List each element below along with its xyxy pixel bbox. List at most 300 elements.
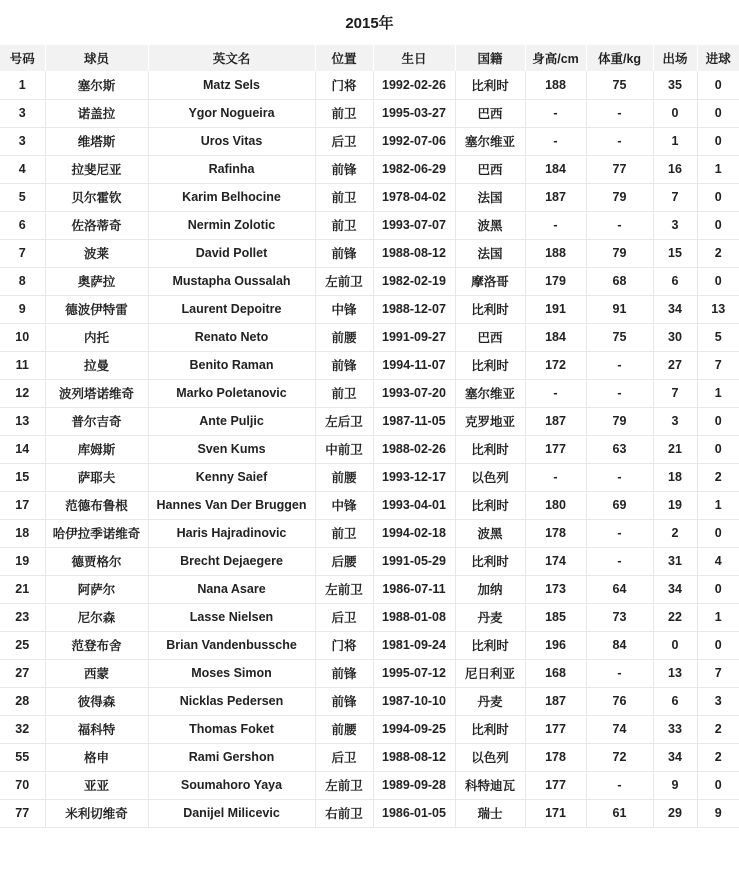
table-cell: 克罗地亚 — [455, 407, 525, 435]
table-cell: 前卫 — [315, 99, 373, 127]
table-cell: 奥萨拉 — [45, 267, 148, 295]
table-cell: 9 — [697, 799, 739, 827]
table-cell: 178 — [525, 519, 586, 547]
table-cell: 拉斐尼亚 — [45, 155, 148, 183]
table-row — [0, 183, 739, 211]
column-header-9: 进球 — [697, 45, 739, 71]
table-cell: 3 — [0, 99, 45, 127]
table-cell: 188 — [525, 71, 586, 99]
column-header-8: 出场 — [653, 45, 697, 71]
table-cell: 摩洛哥 — [455, 267, 525, 295]
table-cell: 中锋 — [315, 295, 373, 323]
table-cell: 14 — [0, 435, 45, 463]
table-cell: Brecht Dejaegere — [148, 547, 315, 575]
table-cell: 中前卫 — [315, 435, 373, 463]
table-cell: 5 — [0, 183, 45, 211]
table-cell: 79 — [586, 407, 653, 435]
table-cell: 17 — [0, 491, 45, 519]
table-cell: 1981-09-24 — [373, 631, 455, 659]
table-cell: 177 — [525, 715, 586, 743]
table-cell: 27 — [653, 351, 697, 379]
table-cell: 1 — [697, 491, 739, 519]
table-cell: 1987-11-05 — [373, 407, 455, 435]
table-cell: 阿萨尔 — [45, 575, 148, 603]
table-row — [0, 71, 739, 99]
table-row — [0, 519, 739, 547]
table-cell: - — [586, 659, 653, 687]
table-cell: 28 — [0, 687, 45, 715]
table-cell: 31 — [653, 547, 697, 575]
table-cell: 9 — [0, 295, 45, 323]
table-cell: 33 — [653, 715, 697, 743]
table-cell: 9 — [653, 771, 697, 799]
column-header-6: 身高/cm — [525, 45, 586, 71]
table-cell: 7 — [0, 239, 45, 267]
table-cell: 8 — [0, 267, 45, 295]
table-cell: 70 — [0, 771, 45, 799]
table-cell: 1994-09-25 — [373, 715, 455, 743]
table-cell: 2 — [697, 743, 739, 771]
table-cell: 1993-12-17 — [373, 463, 455, 491]
table-cell: 1988-12-07 — [373, 295, 455, 323]
table-cell: 拉曼 — [45, 351, 148, 379]
table-cell: 1986-01-05 — [373, 799, 455, 827]
table-cell: 波黑 — [455, 519, 525, 547]
table-cell: 180 — [525, 491, 586, 519]
table-cell: 1992-02-26 — [373, 71, 455, 99]
table-cell: 18 — [653, 463, 697, 491]
table-cell: 174 — [525, 547, 586, 575]
table-cell: 185 — [525, 603, 586, 631]
table-cell: 前卫 — [315, 211, 373, 239]
table-cell: 3 — [0, 127, 45, 155]
table-cell: Ante Puljic — [148, 407, 315, 435]
table-cell: 184 — [525, 323, 586, 351]
table-cell: Marko Poletanovic — [148, 379, 315, 407]
table-cell: 比利时 — [455, 631, 525, 659]
table-cell: 3 — [653, 407, 697, 435]
table-cell: 1988-08-12 — [373, 239, 455, 267]
table-cell: 比利时 — [455, 491, 525, 519]
table-cell: 1995-03-27 — [373, 99, 455, 127]
table-cell: 4 — [0, 155, 45, 183]
player-table — [0, 45, 739, 828]
table-cell: Nana Asare — [148, 575, 315, 603]
table-cell: 巴西 — [455, 323, 525, 351]
table-cell: 诺盖拉 — [45, 99, 148, 127]
table-cell: 1992-07-06 — [373, 127, 455, 155]
table-cell: Rafinha — [148, 155, 315, 183]
table-cell: 0 — [653, 99, 697, 127]
table-cell: 后卫 — [315, 127, 373, 155]
table-cell: 22 — [653, 603, 697, 631]
table-cell: 左前卫 — [315, 575, 373, 603]
table-cell: 1988-01-08 — [373, 603, 455, 631]
table-cell: Uros Vitas — [148, 127, 315, 155]
table-cell: 以色列 — [455, 463, 525, 491]
table-cell: 0 — [697, 519, 739, 547]
table-cell: 塞尔斯 — [45, 71, 148, 99]
table-cell: - — [525, 127, 586, 155]
table-cell: 0 — [697, 127, 739, 155]
table-cell: 1982-02-19 — [373, 267, 455, 295]
table-cell: 0 — [697, 183, 739, 211]
column-header-4: 生日 — [373, 45, 455, 71]
column-header-2: 英文名 — [148, 45, 315, 71]
table-cell: 188 — [525, 239, 586, 267]
table-row — [0, 771, 739, 799]
player-table-body — [0, 71, 739, 827]
table-cell: 13 — [653, 659, 697, 687]
table-cell: 福科特 — [45, 715, 148, 743]
table-cell: 德波伊特雷 — [45, 295, 148, 323]
table-cell: 丹麦 — [455, 687, 525, 715]
table-cell: Ygor Nogueira — [148, 99, 315, 127]
table-cell: 34 — [653, 575, 697, 603]
table-cell: 普尔吉奇 — [45, 407, 148, 435]
table-row — [0, 267, 739, 295]
table-cell: 6 — [0, 211, 45, 239]
table-cell: 171 — [525, 799, 586, 827]
table-cell: 1991-09-27 — [373, 323, 455, 351]
table-cell: 比利时 — [455, 71, 525, 99]
table-cell: Hannes Van Der Bruggen — [148, 491, 315, 519]
table-cell: 后腰 — [315, 547, 373, 575]
table-cell: 2 — [697, 715, 739, 743]
table-cell: 西蒙 — [45, 659, 148, 687]
table-row — [0, 603, 739, 631]
table-cell: 比利时 — [455, 547, 525, 575]
table-cell: 1995-07-12 — [373, 659, 455, 687]
table-cell: 萨耶夫 — [45, 463, 148, 491]
table-cell: 科特迪瓦 — [455, 771, 525, 799]
table-cell: - — [586, 547, 653, 575]
table-cell: David Pollet — [148, 239, 315, 267]
table-cell: 比利时 — [455, 715, 525, 743]
table-cell: - — [525, 379, 586, 407]
table-cell: 16 — [653, 155, 697, 183]
table-cell: 75 — [586, 71, 653, 99]
table-cell: 79 — [586, 183, 653, 211]
table-cell: 177 — [525, 435, 586, 463]
table-row — [0, 155, 739, 183]
table-cell: 196 — [525, 631, 586, 659]
table-cell: 64 — [586, 575, 653, 603]
table-cell: 6 — [653, 687, 697, 715]
table-cell: Nermin Zolotic — [148, 211, 315, 239]
table-cell: 77 — [586, 155, 653, 183]
table-cell: 前锋 — [315, 659, 373, 687]
table-cell: 3 — [697, 687, 739, 715]
table-cell: 5 — [697, 323, 739, 351]
table-cell: 34 — [653, 295, 697, 323]
table-cell: 法国 — [455, 239, 525, 267]
table-row — [0, 295, 739, 323]
table-cell: 7 — [653, 183, 697, 211]
table-cell: 73 — [586, 603, 653, 631]
column-header-3: 位置 — [315, 45, 373, 71]
table-cell: Soumahoro Yaya — [148, 771, 315, 799]
table-row — [0, 127, 739, 155]
table-cell: Rami Gershon — [148, 743, 315, 771]
table-row — [0, 799, 739, 827]
table-cell: 1986-07-11 — [373, 575, 455, 603]
table-cell: 173 — [525, 575, 586, 603]
table-cell: 左前卫 — [315, 267, 373, 295]
page-title: 2015年 — [345, 15, 394, 32]
table-cell: 13 — [0, 407, 45, 435]
table-row — [0, 575, 739, 603]
table-cell: 前腰 — [315, 715, 373, 743]
table-cell: Haris Hajradinovic — [148, 519, 315, 547]
table-cell: 1988-08-12 — [373, 743, 455, 771]
table-cell: 172 — [525, 351, 586, 379]
table-cell: - — [525, 99, 586, 127]
table-cell: 维塔斯 — [45, 127, 148, 155]
table-cell: 2 — [697, 239, 739, 267]
table-cell: 1994-02-18 — [373, 519, 455, 547]
table-cell: 门将 — [315, 631, 373, 659]
table-cell: 0 — [697, 575, 739, 603]
table-cell: 前腰 — [315, 463, 373, 491]
table-cell: 前锋 — [315, 155, 373, 183]
table-cell: 7 — [697, 351, 739, 379]
table-cell: 以色列 — [455, 743, 525, 771]
table-cell: 75 — [586, 323, 653, 351]
table-row — [0, 659, 739, 687]
table-cell: 1 — [697, 155, 739, 183]
table-cell: Moses Simon — [148, 659, 315, 687]
column-header-5: 国籍 — [455, 45, 525, 71]
table-cell: 比利时 — [455, 435, 525, 463]
table-cell: 10 — [0, 323, 45, 351]
table-cell: - — [586, 127, 653, 155]
table-cell: Kenny Saief — [148, 463, 315, 491]
table-cell: 1989-09-28 — [373, 771, 455, 799]
table-cell: - — [586, 211, 653, 239]
table-cell: Lasse Nielsen — [148, 603, 315, 631]
table-cell: 1 — [653, 127, 697, 155]
table-cell: 79 — [586, 239, 653, 267]
table-cell: 29 — [653, 799, 697, 827]
table-cell: 前腰 — [315, 323, 373, 351]
table-cell: 187 — [525, 687, 586, 715]
table-cell: 1993-07-20 — [373, 379, 455, 407]
column-header-7: 体重/kg — [586, 45, 653, 71]
table-cell: 1982-06-29 — [373, 155, 455, 183]
table-cell: 55 — [0, 743, 45, 771]
table-cell: 门将 — [315, 71, 373, 99]
table-cell: - — [525, 211, 586, 239]
table-row — [0, 99, 739, 127]
table-cell: 168 — [525, 659, 586, 687]
table-cell: 0 — [697, 99, 739, 127]
table-cell: 1993-07-07 — [373, 211, 455, 239]
table-cell: 前锋 — [315, 687, 373, 715]
table-cell: - — [586, 463, 653, 491]
table-cell: 波列塔诺维奇 — [45, 379, 148, 407]
table-cell: 187 — [525, 183, 586, 211]
table-cell: 范登布舍 — [45, 631, 148, 659]
table-cell: 右前卫 — [315, 799, 373, 827]
table-header-row — [0, 45, 739, 71]
table-cell: 91 — [586, 295, 653, 323]
table-cell: 3 — [653, 211, 697, 239]
table-cell: 1978-04-02 — [373, 183, 455, 211]
table-cell: 左前卫 — [315, 771, 373, 799]
table-cell: 贝尔霍钦 — [45, 183, 148, 211]
table-cell: 尼日利亚 — [455, 659, 525, 687]
table-cell: 1991-05-29 — [373, 547, 455, 575]
table-row — [0, 407, 739, 435]
table-cell: 1 — [697, 603, 739, 631]
table-cell: 15 — [0, 463, 45, 491]
table-cell: 0 — [697, 211, 739, 239]
table-cell: Danijel Milicevic — [148, 799, 315, 827]
table-cell: 7 — [697, 659, 739, 687]
table-cell: 塞尔维亚 — [455, 127, 525, 155]
table-cell: Mustapha Oussalah — [148, 267, 315, 295]
table-cell: 1994-11-07 — [373, 351, 455, 379]
table-cell: 84 — [586, 631, 653, 659]
table-cell: 波莱 — [45, 239, 148, 267]
table-cell: 前锋 — [315, 351, 373, 379]
column-header-1: 球员 — [45, 45, 148, 71]
table-cell: 后卫 — [315, 743, 373, 771]
table-cell: 184 — [525, 155, 586, 183]
table-cell: 25 — [0, 631, 45, 659]
table-cell: 米利切维奇 — [45, 799, 148, 827]
table-cell: Matz Sels — [148, 71, 315, 99]
table-cell: 2 — [653, 519, 697, 547]
table-cell: 波黑 — [455, 211, 525, 239]
table-cell: 0 — [697, 771, 739, 799]
table-cell: 187 — [525, 407, 586, 435]
table-cell: 76 — [586, 687, 653, 715]
table-cell: 19 — [653, 491, 697, 519]
table-cell: - — [586, 771, 653, 799]
table-cell: 19 — [0, 547, 45, 575]
table-row — [0, 687, 739, 715]
table-cell: - — [586, 519, 653, 547]
table-row — [0, 435, 739, 463]
table-row — [0, 547, 739, 575]
table-cell: 比利时 — [455, 295, 525, 323]
table-cell: 32 — [0, 715, 45, 743]
table-cell: Brian Vandenbussche — [148, 631, 315, 659]
table-cell: 后卫 — [315, 603, 373, 631]
table-cell: 191 — [525, 295, 586, 323]
table-cell: 前锋 — [315, 239, 373, 267]
table-cell: 179 — [525, 267, 586, 295]
table-cell: 21 — [0, 575, 45, 603]
table-cell: 11 — [0, 351, 45, 379]
table-cell: 加纳 — [455, 575, 525, 603]
table-cell: 61 — [586, 799, 653, 827]
table-cell: 比利时 — [455, 351, 525, 379]
table-cell: 27 — [0, 659, 45, 687]
table-cell: - — [586, 99, 653, 127]
table-cell: 69 — [586, 491, 653, 519]
table-cell: 尼尔森 — [45, 603, 148, 631]
table-cell: 1 — [697, 379, 739, 407]
table-cell: Nicklas Pedersen — [148, 687, 315, 715]
table-cell: - — [586, 379, 653, 407]
table-cell: 12 — [0, 379, 45, 407]
table-row — [0, 211, 739, 239]
table-cell: 0 — [653, 631, 697, 659]
table-cell: 1993-04-01 — [373, 491, 455, 519]
table-row — [0, 463, 739, 491]
table-cell: 72 — [586, 743, 653, 771]
table-cell: 0 — [697, 267, 739, 295]
table-cell: - — [586, 351, 653, 379]
table-cell: 1 — [0, 71, 45, 99]
table-cell: 格申 — [45, 743, 148, 771]
table-cell: 瑞士 — [455, 799, 525, 827]
column-header-0: 号码 — [0, 45, 45, 71]
table-cell: 34 — [653, 743, 697, 771]
table-cell: 法国 — [455, 183, 525, 211]
table-cell: Thomas Foket — [148, 715, 315, 743]
table-row — [0, 351, 739, 379]
table-cell: 前卫 — [315, 519, 373, 547]
table-cell: Laurent Depoitre — [148, 295, 315, 323]
table-cell: 1987-10-10 — [373, 687, 455, 715]
table-cell: 0 — [697, 435, 739, 463]
table-cell: 30 — [653, 323, 697, 351]
table-cell: 中锋 — [315, 491, 373, 519]
table-cell: 佐洛蒂奇 — [45, 211, 148, 239]
table-row — [0, 491, 739, 519]
table-cell: Sven Kums — [148, 435, 315, 463]
table-cell: 74 — [586, 715, 653, 743]
table-cell: 前卫 — [315, 379, 373, 407]
table-cell: 4 — [697, 547, 739, 575]
table-cell: 亚亚 — [45, 771, 148, 799]
table-row — [0, 743, 739, 771]
table-cell: 178 — [525, 743, 586, 771]
table-cell: 77 — [0, 799, 45, 827]
table-row — [0, 323, 739, 351]
table-cell: Karim Belhocine — [148, 183, 315, 211]
table-cell: 2 — [697, 463, 739, 491]
table-cell: 巴西 — [455, 99, 525, 127]
table-cell: 前卫 — [315, 183, 373, 211]
table-cell: 13 — [697, 295, 739, 323]
table-cell: 德贾格尔 — [45, 547, 148, 575]
table-cell: Renato Neto — [148, 323, 315, 351]
table-cell: - — [525, 463, 586, 491]
table-cell: 库姆斯 — [45, 435, 148, 463]
table-cell: 18 — [0, 519, 45, 547]
table-cell: 23 — [0, 603, 45, 631]
table-cell: 哈伊拉季诺维奇 — [45, 519, 148, 547]
table-cell: 丹麦 — [455, 603, 525, 631]
table-cell: 68 — [586, 267, 653, 295]
table-row — [0, 239, 739, 267]
table-cell: 内托 — [45, 323, 148, 351]
table-row — [0, 631, 739, 659]
table-cell: 范德布鲁根 — [45, 491, 148, 519]
table-row — [0, 715, 739, 743]
table-cell: 6 — [653, 267, 697, 295]
table-cell: 177 — [525, 771, 586, 799]
table-cell: 63 — [586, 435, 653, 463]
table-cell: 彼得森 — [45, 687, 148, 715]
table-cell: 1988-02-26 — [373, 435, 455, 463]
table-row — [0, 379, 739, 407]
